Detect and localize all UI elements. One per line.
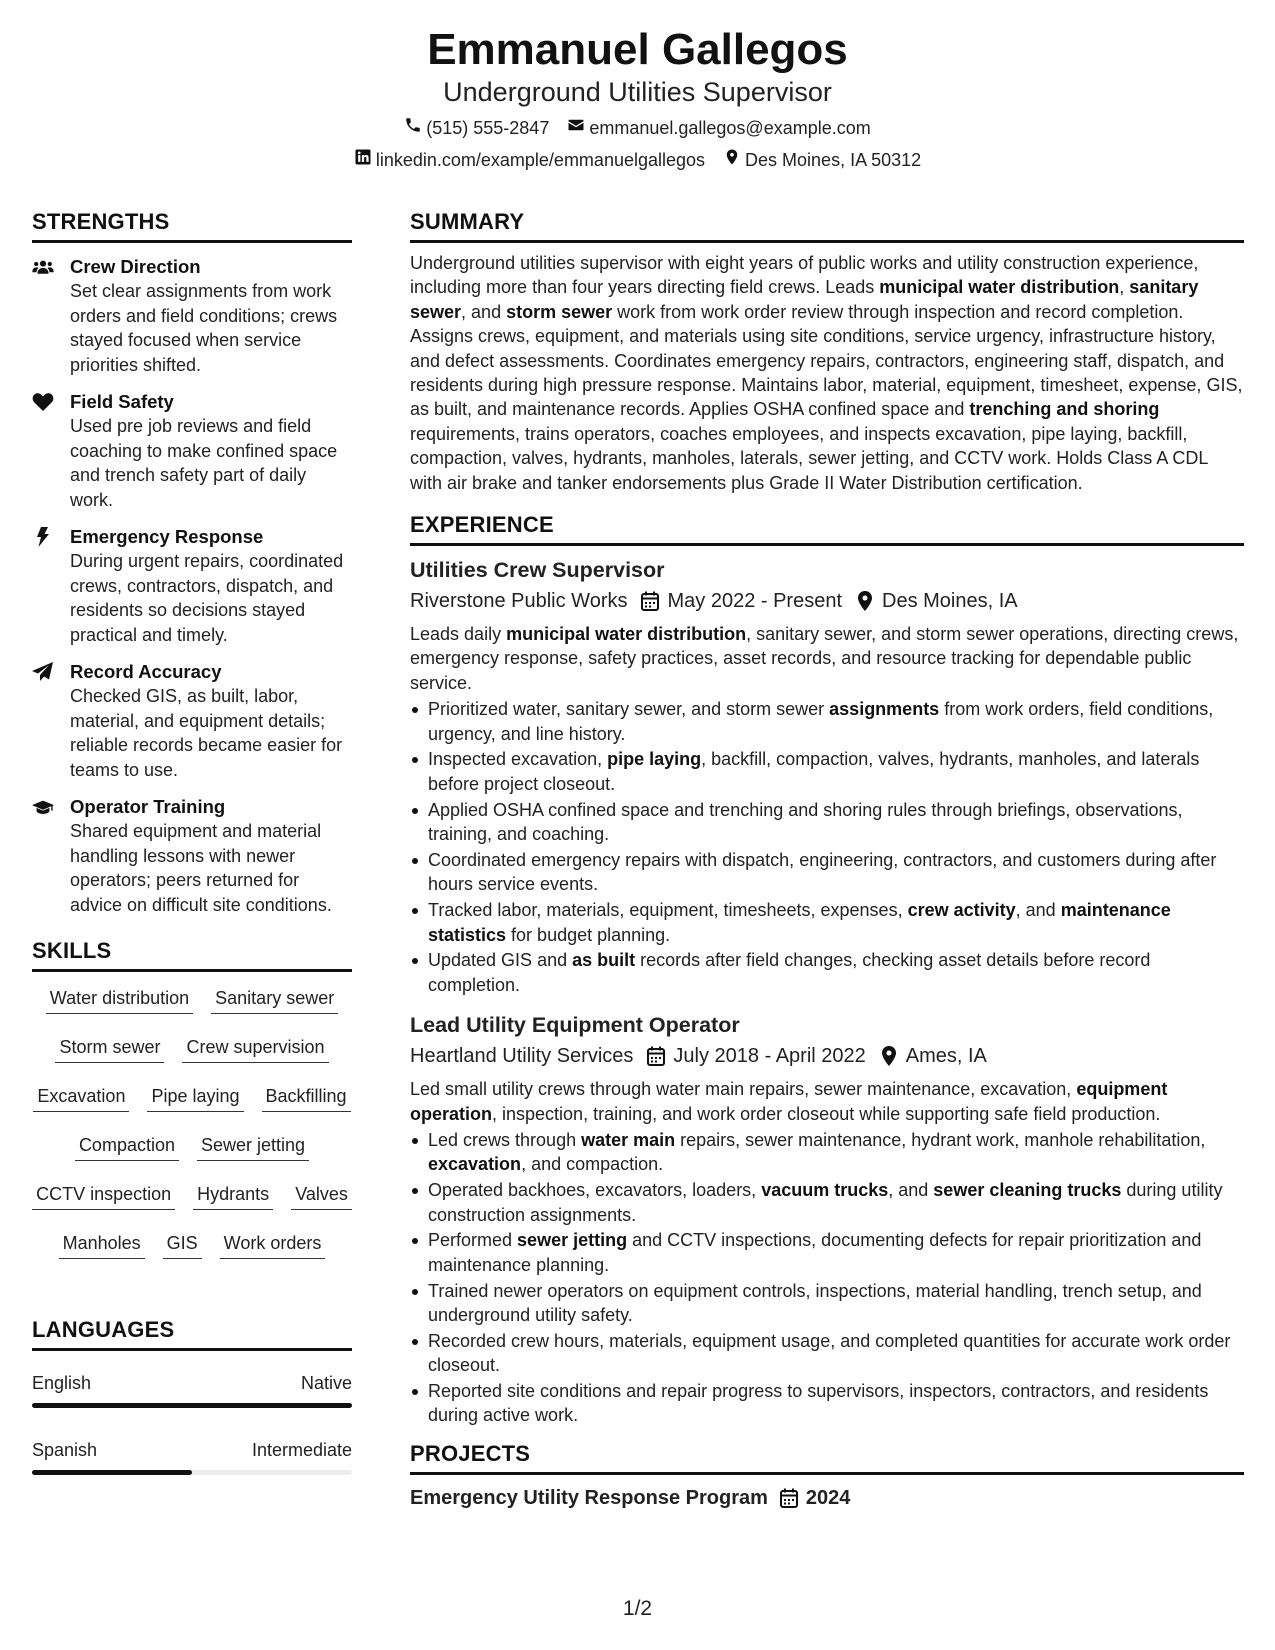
contact-location <box>723 148 921 172</box>
job-entry <box>410 1011 1244 1428</box>
job-description: Led small utility crews through water main repairs, sewer maintenance, excavation, equipment operation, inspection, training, and work order closeout while supporting safe field production. <box>410 1079 1168 1124</box>
calendar-icon <box>647 1046 665 1066</box>
skill-tag: Work orders <box>220 1227 326 1259</box>
skill-tag: Water distribution <box>46 982 193 1014</box>
strength-item <box>32 525 352 647</box>
skill-tag: Compaction <box>75 1129 179 1161</box>
language-name: English <box>32 1373 92 1393</box>
strength-description: Checked GIS, as built, labor, material, and equipment details; reliable records became easier for teams to use. <box>70 686 343 780</box>
skills-list <box>32 982 352 1276</box>
map-pin-icon <box>856 591 874 611</box>
project-entry <box>410 1485 1244 1511</box>
contact-phone <box>404 116 549 140</box>
strengths-list <box>32 255 352 917</box>
skill-tag: Crew supervision <box>182 1031 328 1063</box>
skill-tag: Sanitary sewer <box>211 982 338 1014</box>
strength-description: Set clear assignments from work orders and field conditions; crews stayed focused when service priorities shifted. <box>70 281 338 375</box>
strength-title: Record Accuracy <box>70 661 222 682</box>
strength-title: Crew Direction <box>70 256 201 277</box>
job-bullet: Performed sewer jetting and CCTV inspections, documenting defects for repair prioritization and maintenance planning. <box>410 1228 1244 1277</box>
strength-item <box>32 390 352 512</box>
linkedin-text[interactable]: linkedin.com/example/emmanuelgallegos <box>375 150 706 170</box>
strength-item <box>32 255 352 377</box>
candidate-title: Underground Utilities Supervisor <box>443 77 832 107</box>
skill-tag: Excavation <box>33 1080 129 1112</box>
language-level: Intermediate <box>251 1440 352 1460</box>
skill-tag: Storm sewer <box>55 1031 164 1063</box>
language-proficiency-fill <box>32 1470 192 1475</box>
skill-tag: Sewer jetting <box>197 1129 309 1161</box>
job-entry <box>410 556 1244 997</box>
map-pin-icon <box>880 1046 898 1066</box>
language-level: Native <box>300 1373 352 1393</box>
job-location: Ames, IA <box>905 1045 987 1068</box>
summary-text: Underground utilities supervisor with eight years of public works and utility construction experience, including more than four years directing field crews. Leads municipal water distribution, sanitary sewer, and storm sewer work from work order review through inspection and record completion. Assigns crews, equipment, and materials using site conditions, service urgency, infrastructure history, and defect assessments. Coordinates emergency repairs, contractors, engineering staff, dispatch, and residents during high pressure response. Maintains labor, material, equipment, timesheet, expense, GIS, as built, and maintenance records. Applies OSHA confined space and trenching and shoring requirements, trains operators, coaches employees, and inspects excavation, pipe laying, backfill, compaction, valves, hydrants, manholes, laterals, sewer jetting, and CCTV work. Holds Class A CDL with air brake and tanker endorsements plus Grade II Water Distribution certification. <box>410 253 1243 493</box>
job-bullet: Updated GIS and as built records after field changes, checking asset details before record completion. <box>410 948 1244 997</box>
languages-heading: LANGUAGES <box>32 1316 352 1351</box>
skill-tag: Valves <box>291 1178 352 1210</box>
job-description: Leads daily municipal water distribution, sanitary sewer, and storm sewer operations, directing crews, emergency response, safety practices, asset records, and resource tracking for dependable public service. <box>410 624 1239 693</box>
strengths-heading: STRENGTHS <box>32 208 352 243</box>
strength-item <box>32 660 352 782</box>
job-bullet: Inspected excavation, pipe laying, backfill, compaction, valves, hydrants, manholes, and laterals before project closeout. <box>410 747 1244 796</box>
summary-heading: SUMMARY <box>410 208 1244 243</box>
candidate-name: Emmanuel Gallegos <box>427 25 848 74</box>
language-item <box>32 1438 352 1475</box>
strength-description: During urgent repairs, coordinated crews, contractors, dispatch, and residents so decisions stayed practical and timely. <box>70 551 344 645</box>
skill-tag: Pipe laying <box>147 1080 243 1112</box>
strength-description: Shared equipment and material handling lessons with newer operators; peers returned for advice on difficult site conditions. <box>70 821 332 915</box>
users-icon <box>32 255 70 377</box>
envelope-icon <box>567 116 585 140</box>
skill-tag: CCTV inspection <box>32 1178 175 1210</box>
job-bullet: Prioritized water, sanitary sewer, and storm sewer assignments from work orders, field conditions, urgency, and line history. <box>410 697 1244 746</box>
job-location: Des Moines, IA <box>882 590 1018 613</box>
language-item <box>32 1371 352 1408</box>
email-text[interactable]: emmanuel.gallegos@example.com <box>589 118 871 138</box>
job-bullets <box>410 1128 1244 1428</box>
contact-row-1 <box>0 116 1275 140</box>
skills-heading: SKILLS <box>32 937 352 972</box>
experience-heading: EXPERIENCE <box>410 511 1244 546</box>
strength-title: Operator Training <box>70 796 226 817</box>
job-bullets <box>410 697 1244 997</box>
language-name: Spanish <box>32 1440 98 1460</box>
job-dates: May 2022 - Present <box>667 590 843 613</box>
company-name: Heartland Utility Services <box>410 1045 634 1068</box>
strength-title: Emergency Response <box>70 526 264 547</box>
language-proficiency-fill <box>32 1403 352 1408</box>
skill-tag: GIS <box>163 1227 202 1259</box>
bolt-icon <box>32 525 70 647</box>
job-meta <box>410 1043 1244 1069</box>
strength-item <box>32 795 352 917</box>
graduation-cap-icon <box>32 795 70 917</box>
job-meta <box>410 588 1244 614</box>
linkedin-icon <box>354 148 372 172</box>
location-text: Des Moines, IA 50312 <box>745 150 922 170</box>
job-bullet: Recorded crew hours, materials, equipment usage, and completed quantities for accurate work order closeout. <box>410 1329 1244 1378</box>
projects-heading: PROJECTS <box>410 1440 1244 1475</box>
strength-description: Used pre job reviews and field coaching to make confined space and trench safety part of daily work. <box>70 416 338 510</box>
job-dates: July 2018 - April 2022 <box>673 1045 866 1068</box>
job-title: Lead Utility Equipment Operator <box>410 1013 740 1038</box>
contact-email[interactable] <box>567 116 870 140</box>
phone-icon <box>404 116 422 140</box>
contact-linkedin[interactable] <box>354 148 705 172</box>
job-bullet: Coordinated emergency repairs with dispatch, engineering, contractors, and customers during after hours service events. <box>410 848 1244 897</box>
skill-tag: Hydrants <box>193 1178 273 1210</box>
left-column <box>32 208 352 1475</box>
calendar-icon <box>780 1488 798 1508</box>
project-name: Emergency Utility Response Program <box>410 1486 768 1509</box>
map-pin-icon <box>723 148 741 172</box>
page-number: 1/2 <box>622 1597 653 1620</box>
resume-header <box>0 22 1275 172</box>
job-title: Utilities Crew Supervisor <box>410 558 665 583</box>
calendar-icon <box>641 591 659 611</box>
heart-icon <box>32 390 70 512</box>
job-bullet: Operated backhoes, excavators, loaders, vacuum trucks, and sewer cleaning trucks during utility construction assignments. <box>410 1178 1244 1227</box>
job-bullet: Tracked labor, materials, equipment, timesheets, expenses, crew activity, and maintenance statistics for budget planning. <box>410 898 1244 947</box>
job-bullet: Trained newer operators on equipment controls, inspections, material handling, trench setup, and underground utility safety. <box>410 1279 1244 1328</box>
contact-row-2 <box>0 148 1275 172</box>
paper-plane-icon <box>32 660 70 782</box>
job-bullet: Applied OSHA confined space and trenching and shoring rules through briefings, observations, training, and coaching. <box>410 798 1244 847</box>
strength-title: Field Safety <box>70 391 174 412</box>
job-bullet: Led crews through water main repairs, sewer maintenance, hydrant work, manhole rehabilitation, excavation, and compaction. <box>410 1128 1244 1177</box>
right-column <box>410 208 1244 1511</box>
skill-tag: Backfilling <box>262 1080 351 1112</box>
company-name: Riverstone Public Works <box>410 590 628 613</box>
project-year: 2024 <box>805 1486 851 1509</box>
language-proficiency-bar <box>32 1403 352 1408</box>
language-proficiency-bar <box>32 1470 352 1475</box>
phone-text: (515) 555-2847 <box>426 118 550 138</box>
skill-tag: Manholes <box>59 1227 145 1259</box>
job-bullet: Reported site conditions and repair progress to supervisors, inspectors, contractors, and residents during active work. <box>410 1379 1244 1428</box>
